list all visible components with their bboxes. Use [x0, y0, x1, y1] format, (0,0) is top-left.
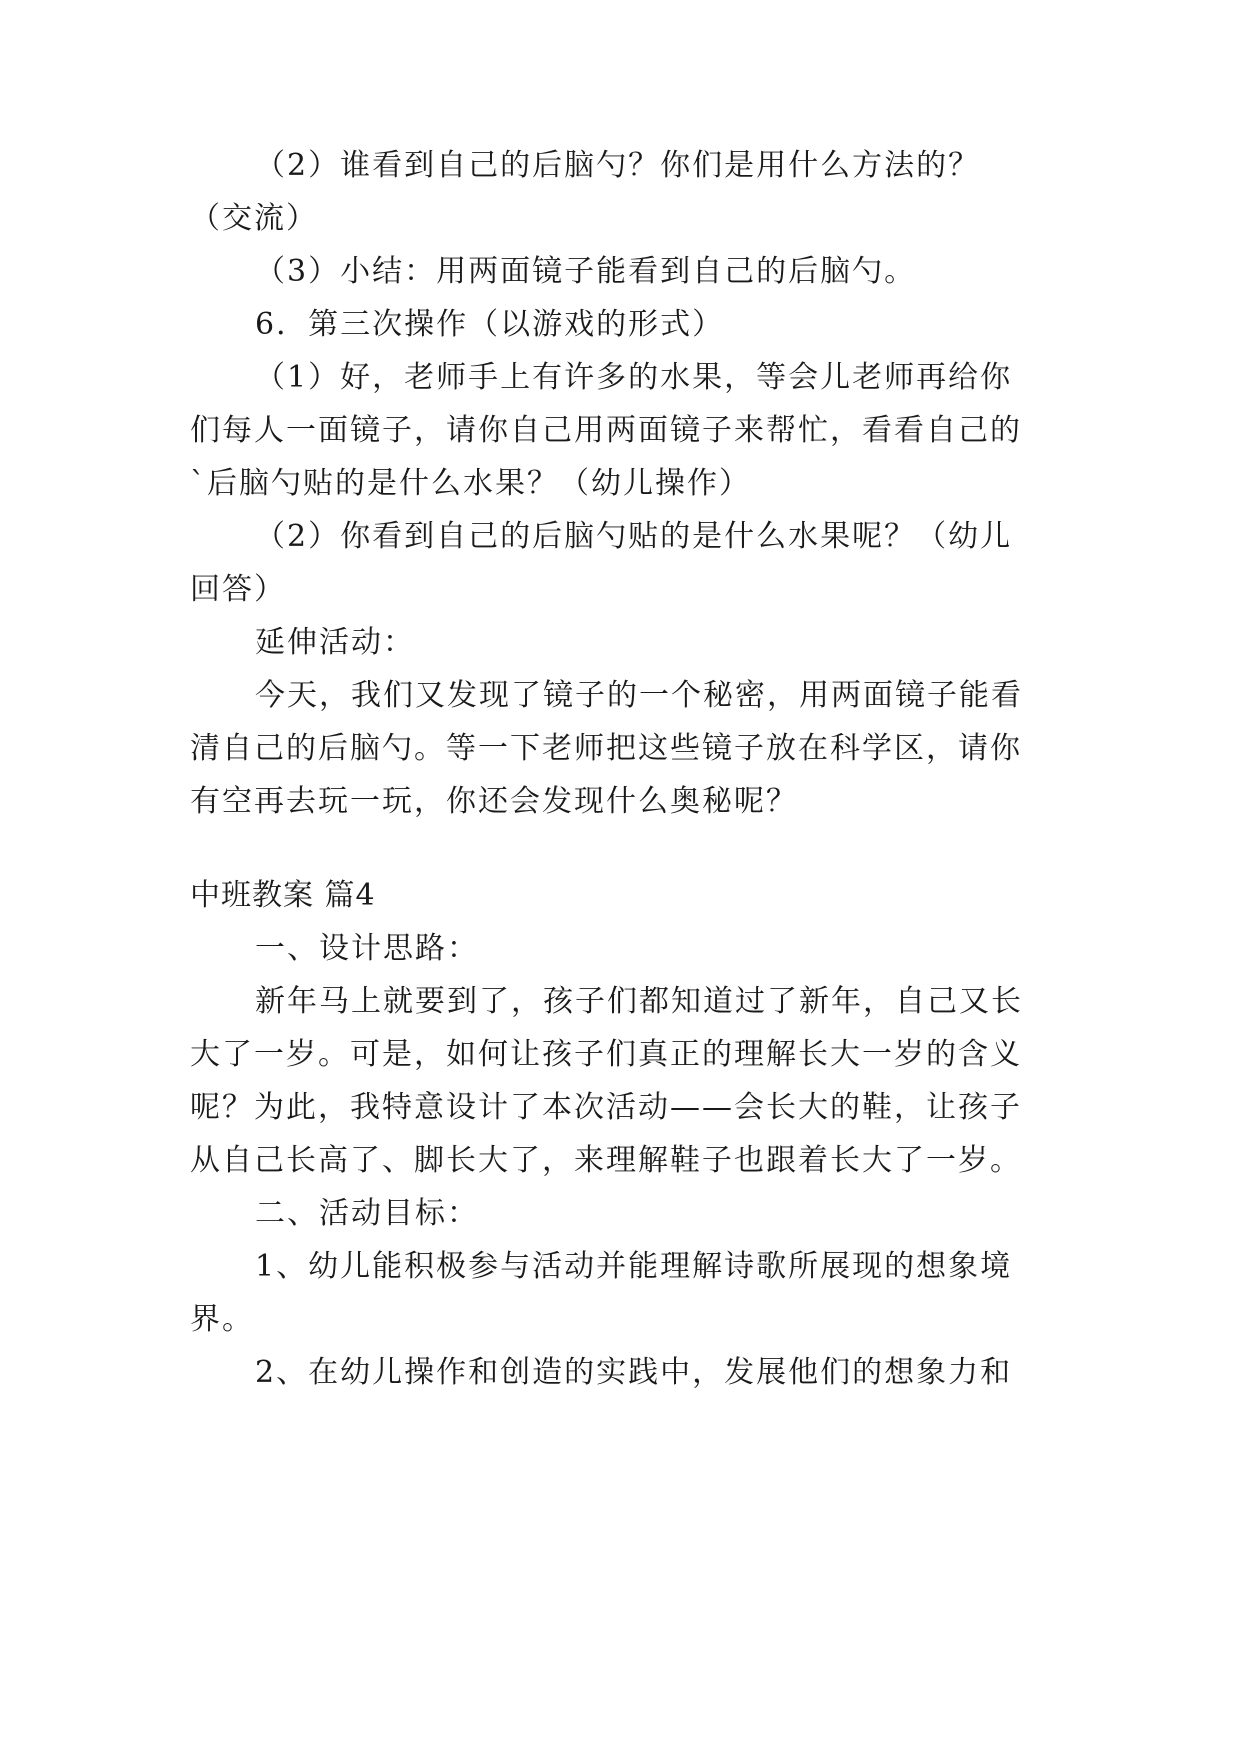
paragraph-line: 新年马上就要到了，孩子们都知道过了新年，自己又长	[255, 984, 1023, 1019]
paragraph-line: 从自己长高了、脚长大了，来理解鞋子也跟着长大了一岁。	[190, 1143, 1022, 1178]
paragraph-line: （1）好，老师手上有许多的水果，等会儿老师再给你	[255, 360, 1013, 395]
paragraph-line: 呢？为此，我特意设计了本次活动——会长大的鞋，让孩子	[190, 1090, 1022, 1125]
paragraph-line: 2、在幼儿操作和创造的实践中，发展他们的想象力和	[255, 1355, 1013, 1390]
paragraph-line: 清自己的后脑勺。等一下老师把这些镜子放在科学区，请你	[190, 731, 1022, 766]
paragraph-line: 一、设计思路：	[255, 931, 479, 966]
paragraph-line: 二、活动目标：	[255, 1196, 479, 1231]
paragraph-line: `后脑勺贴的是什么水果？（幼儿操作）	[190, 466, 751, 501]
paragraph-line: 1、幼儿能积极参与活动并能理解诗歌所展现的想象境	[255, 1249, 1013, 1284]
paragraph-line: 有空再去玩一玩，你还会发现什么奥秘呢？	[190, 784, 798, 819]
paragraph-line: 延伸活动：	[255, 625, 415, 660]
paragraph-line: （交流）	[190, 201, 318, 236]
paragraph-line: 今天，我们又发现了镜子的一个秘密，用两面镜子能看	[255, 678, 1023, 713]
paragraph-line: 们每人一面镜子，请你自己用两面镜子来帮忙，看看自己的	[190, 413, 1022, 448]
paragraph-line: 大了一岁。可是，如何让孩子们真正的理解长大一岁的含义	[190, 1037, 1022, 1072]
paragraph-line: 6．第三次操作（以游戏的形式）	[255, 307, 725, 342]
paragraph-line: （3）小结：用两面镜子能看到自己的后脑勺。	[255, 254, 917, 289]
paragraph-line: （2）你看到自己的后脑勺贴的是什么水果呢？（幼儿	[255, 519, 1013, 554]
paragraph-line: 回答）	[190, 572, 286, 607]
paragraph-line: 界。	[190, 1302, 254, 1337]
section-heading: 中班教案 篇4	[190, 878, 376, 913]
paragraph-line: （2）谁看到自己的后脑勺？你们是用什么方法的？	[255, 148, 981, 183]
